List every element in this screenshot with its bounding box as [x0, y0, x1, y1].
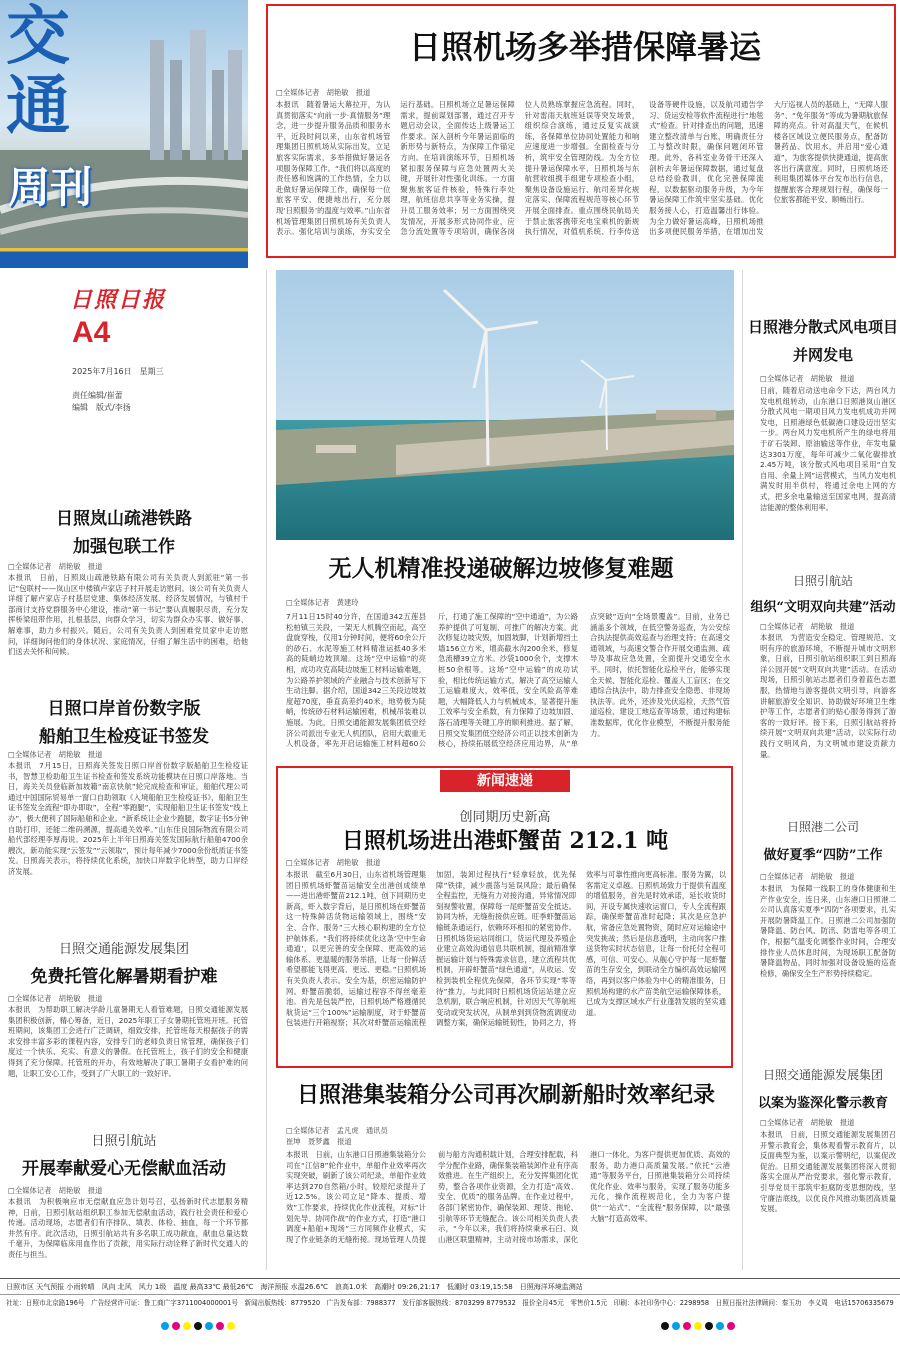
right2-title: 组织“文明双向共建”活动 [750, 600, 896, 615]
footer-info: 社址：日照市北京路196号 广告经营许可证：鲁工商广字3711004000001号 新闻出版热线：8779520 广告发布部：7988377 发行部客服热线：8703299 8779532 报价全月45元 零售价1.5元 印刷：本社印务中心：2298958 日照日报社法律顾问：秦玉功 李义周 电话15706335679 [6, 1299, 894, 1307]
right3-title: 做好夏季“四防”工作 [763, 848, 883, 863]
photo-illustration [276, 270, 734, 540]
right4-byline: □全媒体记者 胡艳敏 报道 [760, 1118, 855, 1127]
right4-body: 本报讯 日前，日照交通能源发展集团召开警示教育会，集体观看警示教育片，以反面典型为鉴，以案示警明纪，以案促改促治。日照交通能源发展集团将深入贯彻落实全面从严治党要求，强化警示教育，引导党员干部筑牢拒腐防变思想防线，坚守廉洁底线，以优良作风推动集团高质量发展。 [760, 1130, 896, 1214]
right1-body: 日前，随着启动送电命令下达，两台风力发电机组转动，山东港口日照港岚山港区分散式风电一期项目风力发电机成功并网发电，日照港绿色低碳港口建设迈出坚实一步。两台风力发电机所产生的绿电将用于矿石装卸、原油输送等作业，年发电量达3301万度，每年可减少二氧化碳排放2.45万吨，该分散式风电项目采用“自发自用、余量上网”运营模式，当风力发电机满发时用半供村，将通过余电上网的方式，把多余电量输送至国家电网，提高清洁能源的整体利用率。 [760, 386, 896, 512]
right2-body: 本报讯 为营造安全稳定、管理规范、文明有序的旅游环境，不断提升城市文明形象，日前，日照引航站组织职工到日照海洋公园开展“文明双向共建”活动。在活动现场，日照引航站志愿者们身着蓝色志愿服，热情地与游客提供文明引导，向游客讲解旅游安全知识、协助做好环境卫生维护等工作，志愿者们的贴心服务得到了游客的一致好评。接下来，日照引航站将持续开展“文明双向共建”活动，以实际行动践行文明风尚，为文明城市建设贡献力量。 [760, 633, 896, 759]
left4-byline: □全媒体记者 胡艳敏 报道 [8, 1186, 103, 1195]
paper-logo: 日照日报 [70, 287, 167, 313]
feature2-byline-1: □全媒体记者 孟凡虎 通讯员 [286, 1126, 388, 1135]
left-column-rule [266, 270, 267, 1270]
left1-title-line1: 日照岚山疏港铁路 [56, 509, 192, 529]
print-color-marks-left [160, 1316, 240, 1326]
wind-turbine-photo [276, 270, 734, 540]
left4-title: 开展奉献爱心无偿献血活动 [22, 1159, 226, 1179]
feature2-title: 日照港集装箱分公司再次刷新船时效率纪录 [296, 1082, 715, 1108]
layout-line: 编辑 版式/李扬 [72, 403, 131, 412]
lead-byline: □全媒体记者 胡艳敏 报道 [276, 88, 371, 97]
left1-body: 本报讯 日前，日照岚山疏港铁路有限公司有关负责人到派驻“第一书记”包联村——岚山区中楼镇卢家店子村开展走访慰问。该公司有关负责人详细了解卢家店子村基层党建、集体经济发展、经济发展情况，与镇村干部商讨支持党群服务中心建设，推动“第一书记”要认真履职尽责，充分发挥桥梁纽带作用，扎根基层，向群众学习，切实为群众办实事、做好事、解难事，助力乡村振兴。随后，公司有关负责人到困难党员家中走访慰问，详细询问他们的身体状况、家庭情况，仔细了解生活中的困难，给他们送去关怀和问候。 [8, 573, 248, 657]
print-color-marks-right [660, 1316, 740, 1326]
masthead-char-1: 交 [6, 0, 70, 74]
feature1-title: 无人机精准投递破解边坡修复难题 [328, 555, 674, 582]
left2-byline: □全媒体记者 胡艳敏 报道 [8, 750, 103, 759]
page-number: A4 [72, 316, 111, 349]
left4-body: 本报讯 为积极响应市无偿献血应急计划号召，弘扬新时代志愿服务精神，日前，日照引航站组织职工参加无偿献血活动，践行社会责任和爱心传递。活动现场，志愿者们有序排队、填表、体检、抽血，每一个环节都井然有序。此次活动，日照引航站共有多名职工成功献血，献血总量达数千毫升，为保障临床用血作出了贡献，用实际行动诠释了新时代交通人的责任与担当。 [8, 1197, 248, 1259]
feature1-body: 7月11日15时40分许，在国道342五莲县松柏镇三关段，一架无人机腾空而起，高空盘旋穿梭，仅用1分钟时间，便将60余公斤的砂石、水泥等施工材料精准运抵40多米高的陡峭边坡顶端。这场“空中运输”的亮相，成功攻克高陡边坡施工材料运输难题，为公路养护领域的产业融合与技术创新写下生动注脚。据介绍，国道342三关段边坡坡度超70度，垂直高差约40米，地势极为陡峭，传统砂石材料运输困难，机械吊装难以施展。为此，日照交通能源发展集团低空经济公司派出专业无人机团队，启用大载重无人机设备，率先开启运输施工材料超60公斤，打通了施工保障的“空中通道”，为公路养护提供了可复制、可推广的解决方案。此次修复边坡灾毁，加固坡脚，计划新增挡土墙156立方米，增高截水沟200余米，修复急流槽39立方米。沙袋1000余个，支撑木桩50余根等。这场“空中运输”的成功试验，相比传统运输方式，解决了高空运输人工运输难度大，效率低，安全风险高等难题，大幅降低人力与机械成本，显著提升施工效率与安全系数，有力保障了边坡加固、落石清理等关键工序的顺利推进。据了解，日照交发集团低空经济公司正以技术创新为核心，持续拓展低空经济应用边界，从“单点突破”迈向“全场景覆盖”。目前，业务已涵盖多个领域，在低空警务巡查，为公安综合执法提供高效巡查与治理支持；在高速交通领域，与高速交警合作开展交通监测、疏导及事故应急处置，全面提升交通安全水平。同时，依托智能化巡检平台，能够实现全天候、智能化巡检、覆盖人工盲区；在交通综合执法中，助力排查安全隐患、非现场执法等。此外，还涉及光伏巡检，天然气管道巡检、建设工地巡查等场景，通过构建标准数据库，优化作业模型，不断提升服务能力。 [286, 612, 730, 749]
lead-body: 本报讯 随着暑运大幕拉开，为认真贯彻落实“向前一步·真情服务”理念，进一步提升服务品质和服务水平，近段时间以来，山东省机场管理集团日照机场从实际出发，立足旅客实际需求，多举措做好暑运各项服务保障工作。“我们将以高度的责任感和饱满的工作热情，全力以赴做好暑运保障工作，确保每一位旅客平安、便捷地出行，充分展现‘日照服务’的温度与效率。”山东省机场管理集团日照机场有关负责人表示。强化培训与演练，夯实安全运行基础。日照机场立足暑运保障需求，提前谋划部署，通过召开专题启动会议，全面传达上级暑运工作要求。深入剖析今年暑运面临的新形势与新特点，为保障工作锚定方向。在培训演练环节，日照机场紧扣服务保障与应急处置两大关键，开展针对性强化训练。一方面聚焦旅客证件核验，特殊行李处理，航班信息共享等业务实操，提升员工服务效率；另一方面围绕突发情况，开展多形式协同作业，应急分流处置等专项培训，确保各岗位人员熟练掌握应急流程。同时，针对雷雨天航班延误等突发场景，组织综合演练，通过反复实战演练，各保障单位协同处置能力和响应速度进一步增强。全面检查与分析，筑牢安全管理防线。为全方位提升暑运保障水平，日照机场与东航营收组携手组建专项检查小组，聚焦设备设施运行、航司差异化规定落实、保障流程规范等核心环节开展全面排查。重点围绕民航局关于禁止旅客携带充电宝乘机的新规执行情况，对值机系统、行李传送设备等硬件设施，以及航司通告学习、货运安检等软件流程进行“地毯式”检查。针对排查出的问题，迅速建立整改清单与台账，明确责任分工与整改时限，确保问题闭环管理。此外，各科室业务骨干还深入剖析去年暑运保障数据，通过复盘总结经验教训，优化完善保障流程，以数据驱动服务升级，为今年暑运保障工作筑牢坚实基础。优化服务接人心，打造温馨出行体验。为全力做好暑运高峰，日照机场推出多项便民服务举措，在增加出发大厅巡视人员的基础上，“无障人服务”、“免年服务”等成为暑期航旅保障的亮点。针对高温天气，在候机楼各区域设立便民服务点，配备防暑药品、饮用水，并启用“爱心通道”，为旅客提供快捷通道，提高旅客出行满意度。同时，日照机场还利用集团媒体平台发布出行信息，提醒旅客合理规划行程，确保每一位旅客都能平安、顺畅出行。 [276, 100, 888, 237]
newsflash-byline: □全媒体记者 胡艳敏 报道 [286, 858, 381, 867]
left4-kicker: 日照引航站 [91, 1134, 157, 1149]
left1-title-line2: 加强包联工作 [73, 537, 175, 557]
left2-body: 本报讯 7月15日，日照海关签发日照口岸首份数字版船舶卫生检疫证书，智慧卫检助船卫生证书检查和签发系统功能模块在日照口岸落地。当日，海关关员登临新加坡籍“南京快航”轮完成检查和审证，船舶代理公司通过中国国际贸易单一窗口自助领取《入境船舶卫生检疫证书》，船舶卫生证书签发全流程“即办即取”，全程“零跑腿”，实现船舶卫生证书签发“线上办”，极大便利了国际船舶和企业。“新系统让企业少跑腿，数字证书5分钟自助打印，还能二维码溯源，提高通关效率。”山东佳良国际物流有限公司船代部经理李厚海说。2025年上半年日照海关签发国际航行船舶4700余艘次，新功能实现“云签发”“云领取”，预计每年减少7000余份纸质证书签发。日照海关表示，将持续优化系统，加快口岸数字化转型，助力口岸经济发展。 [8, 761, 248, 876]
lead-title: 日照机场多举措保障暑运 [408, 28, 761, 66]
newsflash-kicker: 创同期历史新高 [459, 810, 551, 825]
masthead-banner [0, 0, 248, 268]
right1-title-line2: 并网发电 [792, 346, 853, 364]
right-column-rule [742, 270, 743, 1270]
feature1-byline: □全媒体记者 黄建玲 [286, 598, 359, 607]
newsflash-title: 日照机场进出港虾蟹苗 212.1 吨 [341, 828, 669, 854]
date-line: 2025年7月16日 星期三 [72, 367, 164, 376]
left3-byline: □全媒体记者 胡艳敏 报道 [8, 994, 103, 1003]
right4-title: 以案为鉴深化警示教育 [757, 1096, 888, 1111]
right3-body: 本报讯 为保障一线职工的身体健康和生产作业安全，连日来，山东港口日照港二公司认真落实夏季“四防”各项要求，扎实开展防暑降温工作。日照港二公司加强防暑降温、防台风、防汛、防雷电等各项工作，根据气温变化调整作业时间，合理安排作业人员休息时间，为现场职工配备防暑降温物品，同时加强对设备设施的巡查检修，确保安全生产形势持续稳定。 [760, 884, 896, 978]
right2-kicker: 日照引航站 [792, 574, 853, 588]
right4-kicker: 日照交通能源发展集团 [762, 1068, 883, 1082]
left2-title-line1: 日照口岸首份数字版 [47, 699, 201, 719]
left3-body: 本报讯 为帮助职工解决学龄儿童暑期无人看管难题，日照交通能源发展集团积极创新，精心筹备，近日，2025年职工子女暑期托管班开班。托管班期间，该集团工会进行广泛调研，细致安排，托管班每天根据孩子的需求安排丰富多彩的课程内容，安排专门的老师负责日常管理，确保孩子们度过一个快乐、充实、有意义的暑假。在托管班上，孩子们的安全和健康得到了充分保障。托管班的开办，有效地解决了职工暑期子女看护难的问题，让职工安心工作，受到了广大职工的一致好评。 [8, 1005, 248, 1078]
masthead-char-2: 通 [6, 69, 70, 144]
newsflash-banner: 新闻速递 [440, 770, 570, 792]
right2-byline: □全媒体记者 胡艳敏 报道 [760, 622, 855, 631]
footer-weather: 日照市区 天气预报 小雨转晴 风向 北风 风力 1级 温度 最高33℃ 最低26℃ 海洋预报 水温26.6℃ 浪高1.0米 高潮时 09:26,21:17 低潮时 03:19,15:58 日照海洋环境监测站 [6, 1283, 583, 1291]
left3-kicker: 日照交通能源发展集团 [58, 942, 189, 957]
masthead-char-3: 周刊 [8, 163, 93, 212]
left1-byline: □全媒体记者 胡艳敏 报道 [8, 562, 103, 571]
left3-title: 免费托管化解暑期看护难 [30, 967, 218, 987]
footer-rule [0, 1278, 900, 1279]
newsflash-body: 本报讯 截至6月30日，山东省机场管理集团日照机场虾蟹苗运输安全出港创成绩单——进出港虾蟹苗212.1吨，创下同期历史新高，虾入数字背后，是日照机场在虾蟹苗这一特殊鲜活货物运输领域上，围绕“安全、合作、服务”三大核心职构建的全方位护航体系。“我们将持续优化这条‘空中生命通道’，以更完善的安全保障、更高效的运输体系、更温暖的服务举措，让每一份鲜活希望都能飞得更高、更远、更稳。”日照机场有关负责人表示。安全为基，织密运输防护网。虾蟹苗脆弱，运输过程容不得丝毫差池。首先是包装严控，日照机场严格遵循民航货运“三个100%”运输制度，对于虾蟹苗包装进行开箱视察；其次对虾蟹苗运输流程加固，装卸过程执行“轻拿轻放，优先保障”铁律，减少震荡与延误风险；最后确保全程监控，无缝有力对接沟通，异常情况即刻视警收置，保障每一尾虾蟹苗安全抵达。协同为桥，无缝衔接供应链。旺季虾蟹苗运输链条通运行，依赖环环相扣的紧密协作。日照机场货运站同组口，货运代理及养殖企业建立高效沟通信息共联机制，提前精准掌握运输计划与特殊需求信息，建立流程共优机制，开辟虾蟹苗“绿色通道”，从收运、安检到装机全程优先保障，各环节实现“零等待”推力，与此同时日照机场货运站建立应急机制，联合响应机制，针对因天气等航班变动或突发状况，从制单到到货物流调度动调整方案，确保运输链韧性，协同之力，将效率与可靠性推向更高标准。服务为翼，以客需定义卓越。日照机场致力于提供有温度的增值服务，首先是时效承诺，延长收货时间，开设专属快速收运窗口，专人全流程跟踪，确保虾蟹苗准时起降；其次是应急护航，常备应急处置物资，随时应对运输途中突发挑战；然后是信息透明，主动向客户推送货物实时状态信息，让每一份托付全程可感，可信、可安心。从舰心守护每一尾虾蟹苗的生存安全，到联动全方编织高效运输网络，再到以客户体验为中心的精准服务，日照机场构建的水产苗类航空运输保障体系，已成为支撑区域水产行业蓬勃发展的坚实通道。 [286, 870, 726, 1028]
right3-byline: □全媒体记者 胡艳敏 报道 [760, 872, 855, 881]
feature2-byline-2: 崔坤 聂梦鑫 报道 [286, 1137, 352, 1146]
editor-line: 责任编辑/崔蕾 [72, 391, 123, 400]
footer-rule-2 [0, 1294, 900, 1295]
right3-kicker: 日照港二公司 [786, 820, 859, 834]
feature2-body: 本报讯 日前，山东港口日照港集装箱分公司在“江信8”轮作业中，单船作业效率再次实现突破，刷新了该公司纪录，单船作业效率达到270自然箱/小时，较原纪录提升了近12.5%。该公司立足“降本、提质、增效”工作要求，持续优化作业流程，对标“计划先导、协同作战”的作业方式，打造“港口调度+船舶+现场”三方同频作业模式，实现了作业链条的无缝衔接。现场管理人员提前与船方沟通积载计划，合理安排配载，科学分配作业路，确保集装箱装卸作业有序高效推进。在生产组织上，充分发挥集团化优势，整合各项作业资源，全力打造“高效、安全、优质”的服务品牌。在作业过程中，各部门紧密协作，确保装卸、理货、拖轮、引航等环节无缝配合。该公司相关负责人表示，“今年以来，我们将持续秉承石臼、岚山港区联盟精神，主动对接市场需求，深化港口一体化，为客户提供更加优质、高效的服务，助力港口高质量发展。”依托“云港通”等服务平台，日照港集装箱分公司持续优化作业、效率与服务，实现了服务功能多元化，操作流程规范化，全力为客户提供“一站式”、“全流程”服务保障，以“最强大脑”打造高效率。 [286, 1150, 730, 1244]
right1-title-line1: 日照港分散式风电项目 [747, 318, 898, 336]
left2-title-line2: 船舶卫生检疫证书签发 [39, 727, 209, 747]
right1-byline: □全媒体记者 胡艳敏 报道 [760, 374, 855, 383]
